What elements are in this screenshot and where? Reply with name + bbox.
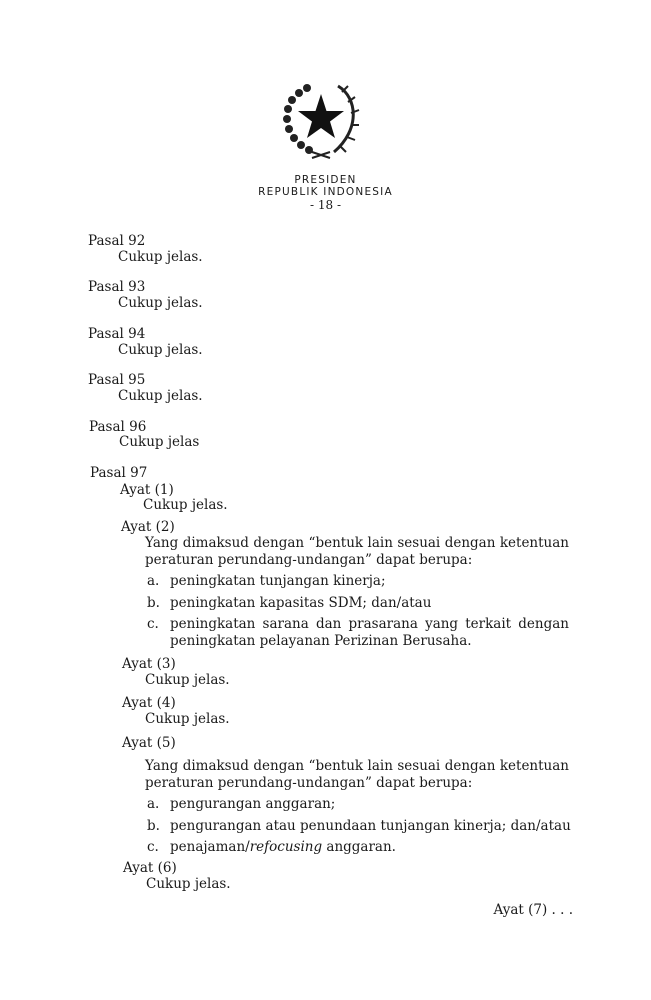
pasal-96-title: Pasal 96 bbox=[89, 419, 147, 435]
ayat-5-item-b: pengurangan atau penundaan tunjangan kinerja; dan/atau bbox=[170, 818, 571, 834]
pasal-94-title: Pasal 94 bbox=[88, 326, 146, 342]
ayat-2-item-c-line-1: peningkatan sarana dan prasarana yang terkait dengan bbox=[170, 616, 569, 632]
ayat-2-line-2: peraturan perundang-undangan” dapat berupa: bbox=[145, 552, 473, 568]
ayat-5-item-a: pengurangan anggaran; bbox=[170, 796, 336, 812]
ayat-5-item-c-post: anggaran. bbox=[322, 839, 396, 855]
ayat-2-item-b: peningkatan kapasitas SDM; dan/atau bbox=[170, 595, 432, 611]
pasal-96-text: Cukup jelas bbox=[119, 434, 200, 450]
ayat-5-line-2: peraturan perundang-undangan” dapat berupa: bbox=[145, 775, 473, 791]
ayat-3-text: Cukup jelas. bbox=[145, 672, 230, 688]
ayat-1-label: Ayat (1) bbox=[120, 482, 174, 498]
ayat-2-item-c-line-2: peningkatan pelayanan Perizinan Berusaha. bbox=[170, 633, 472, 649]
header-line-1: PRESIDEN bbox=[294, 174, 357, 186]
page-number: - 18 - bbox=[309, 198, 341, 212]
ayat-6-label: Ayat (6) bbox=[123, 860, 177, 876]
ayat-2-label: Ayat (2) bbox=[121, 519, 175, 535]
header-line-2: REPUBLIK INDONESIA bbox=[258, 186, 393, 198]
ayat-5-item-a-marker: a. bbox=[147, 796, 160, 812]
pasal-95-title: Pasal 95 bbox=[88, 372, 146, 388]
ayat-5-item-c-italic: refocusing bbox=[249, 839, 323, 855]
ayat-2-item-a-marker: a. bbox=[147, 573, 160, 589]
ayat-2-line-1: Yang dimaksud dengan “bentuk lain sesuai dengan ketentuan bbox=[145, 535, 569, 551]
ayat-2-item-c-marker: c. bbox=[147, 616, 159, 632]
next-page-marker: Ayat (7) . . . bbox=[493, 902, 573, 918]
ayat-2-item-b-marker: b. bbox=[147, 595, 160, 611]
ayat-5-line-1: Yang dimaksud dengan “bentuk lain sesuai dengan ketentuan bbox=[145, 758, 569, 774]
pasal-94-text: Cukup jelas. bbox=[118, 342, 203, 358]
ayat-5-item-b-marker: b. bbox=[147, 818, 160, 834]
pasal-93-title: Pasal 93 bbox=[88, 279, 146, 295]
ayat-2-item-a: peningkatan tunjangan kinerja; bbox=[170, 573, 386, 589]
pasal-97-title: Pasal 97 bbox=[90, 465, 148, 481]
pasal-92-title: Pasal 92 bbox=[88, 233, 146, 249]
ayat-4-label: Ayat (4) bbox=[122, 695, 176, 711]
pasal-93-text: Cukup jelas. bbox=[118, 295, 203, 311]
ayat-6-text: Cukup jelas. bbox=[146, 876, 231, 892]
ayat-4-text: Cukup jelas. bbox=[145, 711, 230, 727]
ayat-5-label: Ayat (5) bbox=[122, 735, 176, 751]
ayat-5-item-c bbox=[170, 839, 396, 855]
pasal-95-text: Cukup jelas. bbox=[118, 388, 203, 404]
ayat-5-item-c-marker: c. bbox=[147, 839, 159, 855]
ayat-3-label: Ayat (3) bbox=[122, 656, 176, 672]
pasal-92-text: Cukup jelas. bbox=[118, 249, 203, 265]
ayat-1-text: Cukup jelas. bbox=[143, 497, 228, 513]
ayat-5-item-c-pre: penajaman/ bbox=[170, 839, 250, 855]
presidential-seal-icon bbox=[276, 80, 362, 160]
